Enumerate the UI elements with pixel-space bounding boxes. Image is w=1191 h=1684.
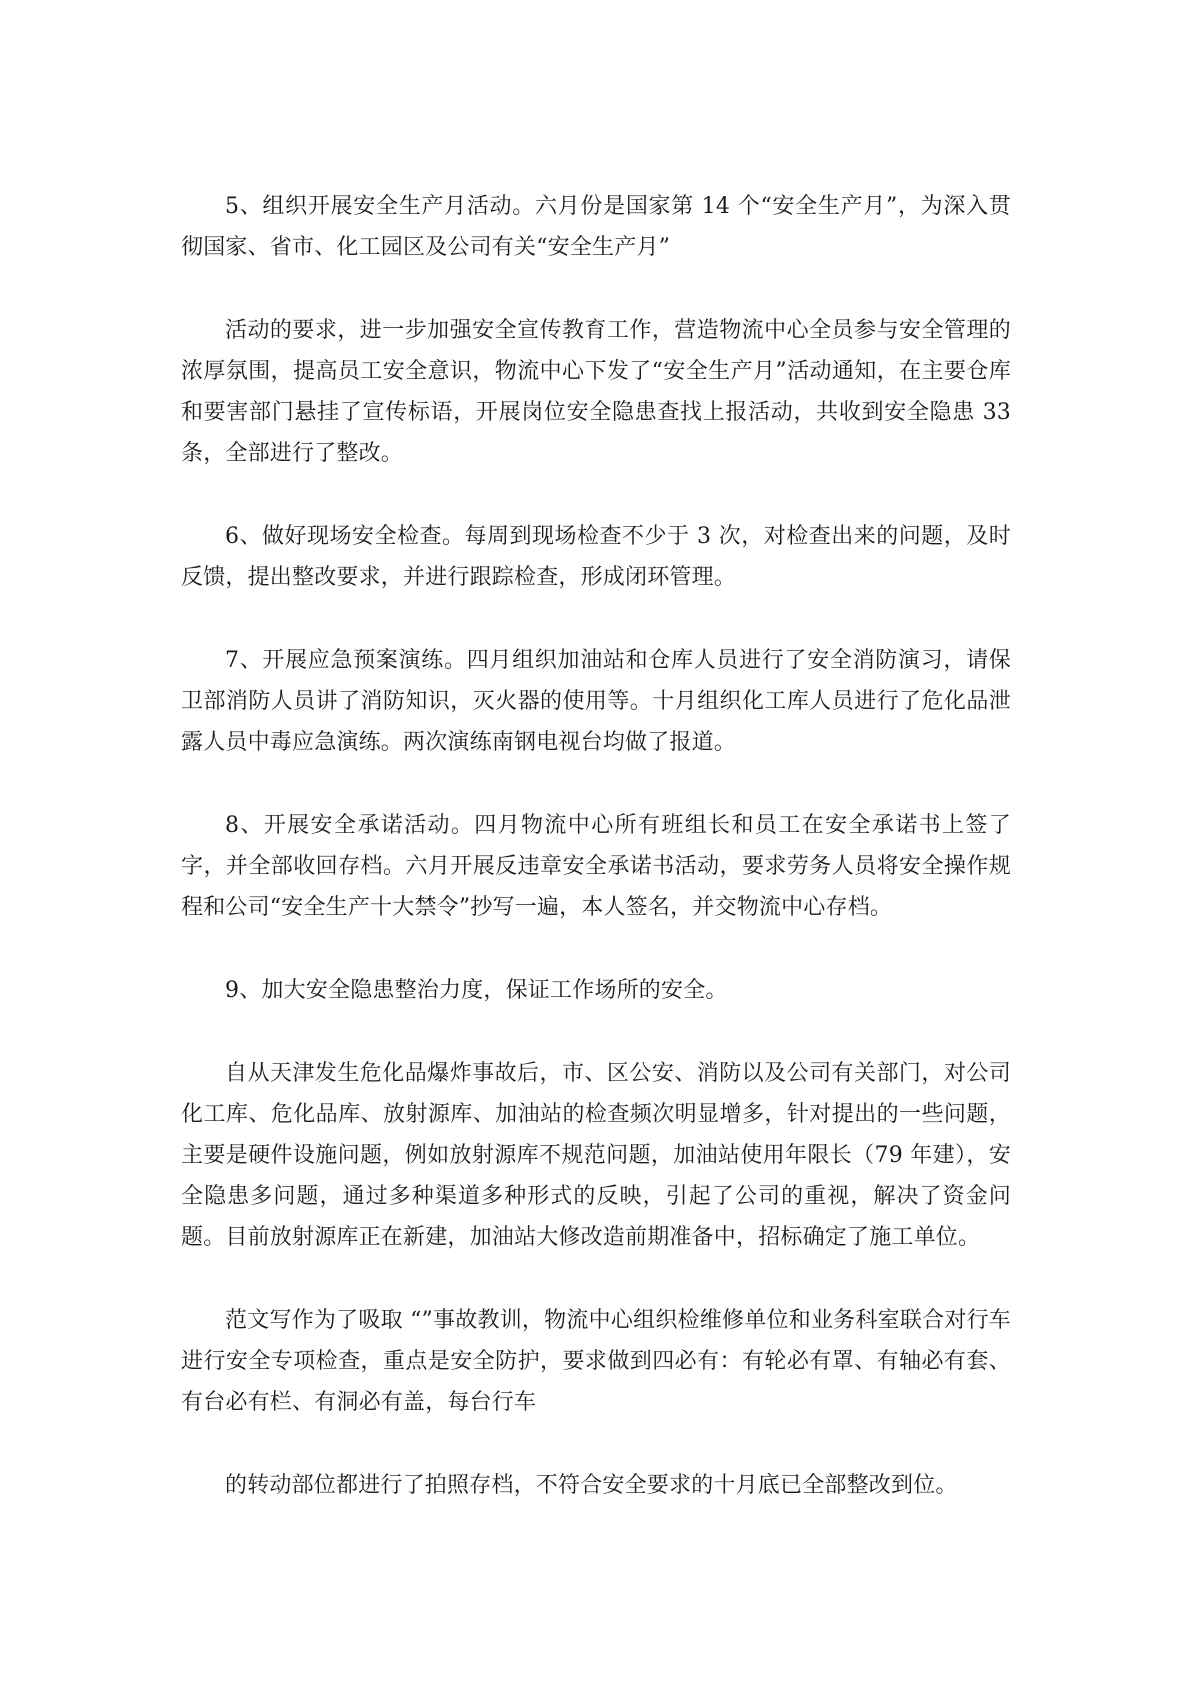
paragraph-crane-inspection: 范文写作为了吸取 “”事故教训，物流中心组织检维修单位和业务科室联合对行车进行安全专项检查，重点是安全防护，要求做到四必有：有轮必有罩、有轴必有套、有台必有栏、有洞必有盖，每台行车 (181, 1308, 1011, 1415)
paragraph-safety-month-activities: 活动的要求，进一步加强安全宣传教育工作，营造物流中心全员参与安全管理的浓厚氛围，提高员工安全意识，物流中心下发了“安全生产月”活动通知，在主要仓库和要害部门悬挂了宣传标语，开展岗位安全隐患查找上报活动，共收到安全隐患 33 条，全部进行了整改。 (181, 318, 1011, 466)
paragraph-rectification: 的转动部位都进行了拍照存档，不符合安全要求的十月底已全部整改到位。 (225, 1473, 958, 1498)
paragraph-item-8: 8、开展安全承诺活动。四月物流中心所有班组长和员工在安全承诺书上签了字，并全部收回存档。六月开展反违章安全承诺书活动，要求劳务人员将安全操作规程和公司“安全生产十大禁令”抄写一遍，本人签名，并交物流中心存档。 (181, 813, 1011, 920)
paragraph-item-5-intro: 5、组织开展安全生产月活动。六月份是国家第 14 个“安全生产月”，为深入贯彻国家、省市、化工园区及公司有关“安全生产月” (181, 194, 1011, 260)
document-body (181, 186, 1011, 1506)
paragraph-item-6: 6、做好现场安全检查。每周到现场检查不少于 3 次，对检查出来的问题，及时反馈，提出整改要求，并进行跟踪检查，形成闭环管理。 (181, 524, 1011, 590)
paragraph-item-7: 7、开展应急预案演练。四月组织加油站和仓库人员进行了安全消防演习，请保卫部消防人员讲了消防知识，灭火器的使用等。十月组织化工库人员进行了危化品泄露人员中毒应急演练。两次演练南钢电视台均做了报道。 (181, 648, 1011, 755)
paragraph-tianjin-incident: 自从天津发生危化品爆炸事故后，市、区公安、消防以及公司有关部门，对公司化工库、危化品库、放射源库、加油站的检查频次明显增多，针对提出的一些问题，主要是硬件设施问题，例如放射源库不规范问题，加油站使用年限长（79 年建），安全隐患多问题，通过多种渠道多种形式的反映，引起了公司的重视，解决了资金问题。目前放射源库正在新建，加油站大修改造前期准备中，招标确定了施工单位。 (181, 1061, 1011, 1250)
paragraph-item-9: 9、加大安全隐患整治力度，保证工作场所的安全。 (225, 978, 728, 1003)
